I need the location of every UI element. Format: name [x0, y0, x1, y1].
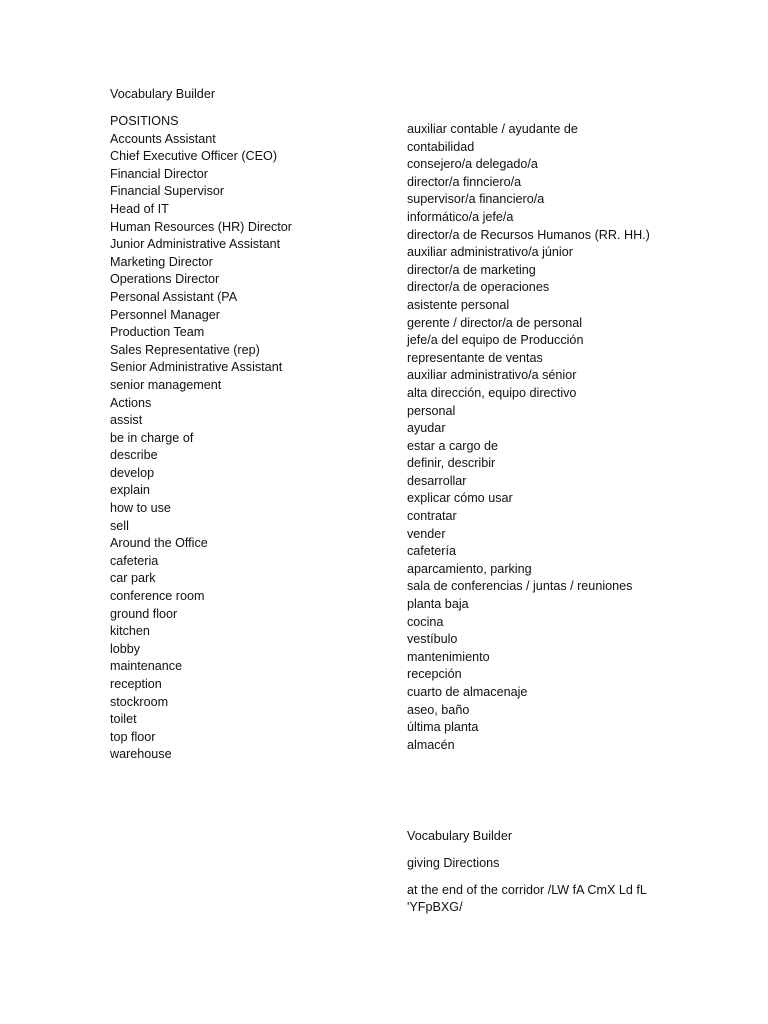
- vocabulary-term: stockroom: [110, 694, 169, 709]
- vocabulary-term: Personal Assistant (PA: [110, 289, 238, 304]
- translation-term: asistente personal: [407, 297, 510, 312]
- vocabulary-term: Financial Director: [110, 166, 208, 181]
- vocabulary-term: Senior Administrative Assistant: [110, 360, 283, 375]
- vocabulary-term: develop: [110, 465, 155, 480]
- spanish-translation-column: [407, 121, 650, 754]
- vocabulary-term: Personnel Manager: [110, 307, 220, 322]
- vocabulary-term: Head of IT: [110, 201, 169, 216]
- translation-term: informático/a jefe/a: [407, 209, 514, 224]
- vocabulary-term: Sales Representative (rep): [110, 342, 260, 357]
- vocabulary-term: POSITIONS: [110, 114, 179, 128]
- section-subtitle: giving Directions: [407, 856, 500, 870]
- vocabulary-term: lobby: [110, 641, 141, 656]
- vocabulary-term: senior management: [110, 377, 222, 392]
- translation-term: aseo, baño: [407, 702, 470, 717]
- vocabulary-term: assist: [110, 413, 143, 428]
- vocabulary-term: Chief Executive Officer (CEO): [110, 149, 278, 164]
- vocabulary-term: Actions: [110, 395, 152, 410]
- directions-entry-line-2: 'YFpBXG/: [407, 900, 463, 914]
- translation-term: explicar cómo usar: [407, 491, 513, 506]
- translation-term: cuarto de almacenaje: [407, 685, 528, 699]
- vocabulary-term: car park: [110, 571, 156, 586]
- vocabulary-term: reception: [110, 677, 162, 691]
- vocabulary-term: cafeteria: [110, 553, 159, 568]
- vocabulary-term: Operations Director: [110, 272, 220, 287]
- english-vocabulary-column: [110, 113, 292, 764]
- vocabulary-term: Accounts Assistant: [110, 131, 216, 146]
- vocabulary-term: Around the Office: [110, 536, 208, 551]
- translation-term: director/a de marketing: [407, 262, 536, 277]
- translation-term: ayudar: [407, 421, 446, 436]
- vocabulary-term: conference room: [110, 589, 205, 604]
- translation-term: gerente / director/a de personal: [407, 315, 583, 330]
- translation-term: cafetería: [407, 544, 457, 559]
- page-title: Vocabulary Builder: [110, 87, 216, 101]
- translation-term: planta baja: [407, 597, 469, 612]
- translation-term: contabilidad: [407, 139, 475, 154]
- translation-term: auxiliar administrativo/a júnior: [407, 245, 573, 260]
- directions-entry-line-1: at the end of the corridor /LW fA CmX Ld fL: [407, 883, 647, 897]
- vocabulary-term: top floor: [110, 729, 156, 744]
- translation-term: jefe/a del equipo de Producción: [407, 333, 584, 348]
- vocabulary-term: ground floor: [110, 606, 178, 621]
- translation-term: director/a de operaciones: [407, 280, 550, 295]
- translation-term: desarrollar: [407, 473, 467, 488]
- translation-term: almacén: [407, 737, 455, 752]
- vocabulary-term: kitchen: [110, 624, 150, 639]
- vocabulary-term: be in charge of: [110, 430, 194, 445]
- translation-term: mantenimiento: [407, 649, 490, 664]
- translation-term: personal: [407, 403, 456, 418]
- translation-term: vender: [407, 526, 446, 541]
- vocabulary-term: Junior Administrative Assistant: [110, 237, 281, 252]
- vocabulary-term: Production Team: [110, 325, 205, 340]
- vocabulary-term: maintenance: [110, 659, 183, 674]
- translation-term: aparcamiento, parking: [407, 561, 532, 576]
- vocabulary-term: Human Resources (HR) Director: [110, 219, 292, 234]
- translation-term: cocina: [407, 614, 444, 629]
- vocabulary-term: how to use: [110, 501, 171, 516]
- vocabulary-term: explain: [110, 483, 150, 498]
- translation-term: representante de ventas: [407, 350, 543, 365]
- translation-term: auxiliar administrativo/a sénior: [407, 368, 577, 383]
- translation-term: consejero/a delegado/a: [407, 157, 538, 172]
- translation-term: director/a de Recursos Humanos (RR. HH.): [407, 227, 650, 242]
- translation-term: auxiliar contable / ayudante de: [407, 122, 578, 136]
- translation-term: última planta: [407, 720, 479, 735]
- translation-term: supervisor/a financiero/a: [407, 192, 545, 207]
- vocabulary-term: toilet: [110, 712, 137, 727]
- section-title: Vocabulary Builder: [407, 829, 513, 843]
- translation-term: sala de conferencias / juntas / reuniones: [407, 579, 633, 594]
- vocabulary-term: Financial Supervisor: [110, 184, 225, 199]
- vocabulary-term: sell: [110, 518, 129, 533]
- translation-term: director/a finnciero/a: [407, 174, 522, 189]
- translation-term: contratar: [407, 509, 457, 524]
- translation-term: definir, describir: [407, 456, 496, 471]
- translation-term: alta dirección, equipo directivo: [407, 385, 577, 400]
- vocabulary-term: Marketing Director: [110, 254, 213, 269]
- translation-term: vestíbulo: [407, 632, 458, 647]
- vocabulary-term: describe: [110, 448, 158, 463]
- vocabulary-term: warehouse: [110, 747, 172, 762]
- translation-term: estar a cargo de: [407, 438, 499, 453]
- translation-term: recepción: [407, 667, 462, 682]
